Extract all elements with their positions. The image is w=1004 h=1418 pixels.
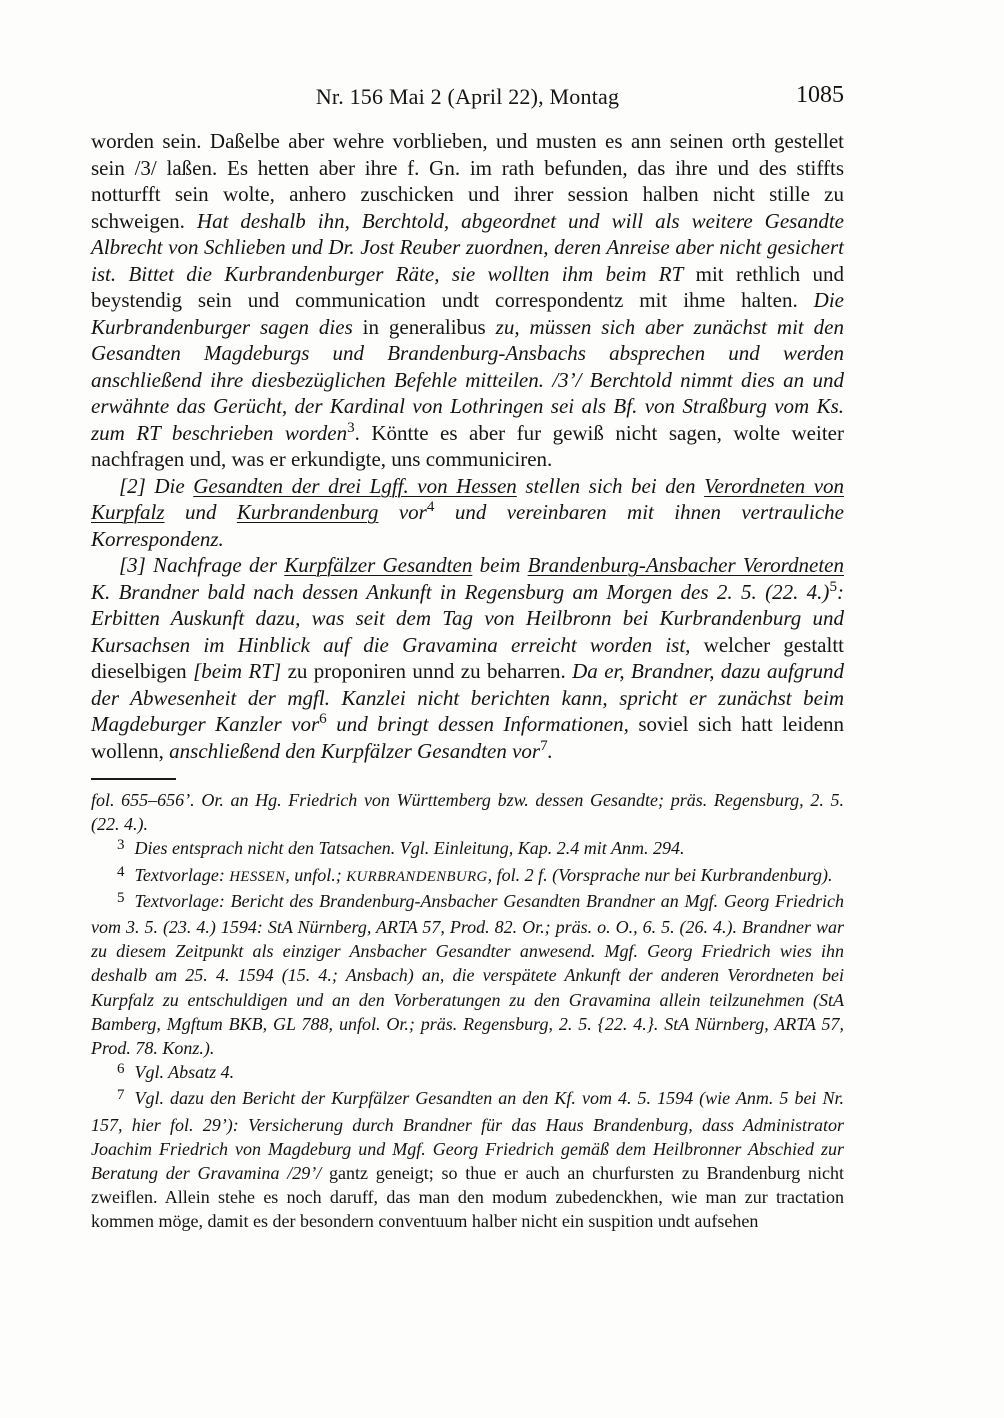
text-run: beim	[472, 553, 528, 577]
text-run: Textvorlage:	[134, 864, 230, 885]
text-run: Textvorlage: Bericht des Brandenburg-Ansbacher Gesandten Brandner an Mgf. Georg Friedrich vom 3. 5. (23. 4.) 1594: StA Nürnberg, ARTA 57, Prod. 82. Or.; präs. o. O., 6. 5. (26. 4.). Brandner war zu diesem Zeitpunkt als einziger Ansbacher Gesandter anwesend. Mgf. Georg Friedrich wies ihn deshalb am 25. 4. 1594 (15. 4.; Ansbach) an, die verspätete Ankunft der anderen Verordneten bei Kurpfalz zu entschuldigen und an den Vorberatungen zu den Gravamina allein teilzunehmen (StA Bamberg, Mgftum BKB, GL 788, unfol. Or.; präs. Regensburg, 2. 5. {22. 4.}. StA Nürnberg, ARTA 57, Prod. 78. Konz.).	[91, 890, 844, 1059]
text-run: soviel sich hatt leidenn wollenn,	[91, 712, 845, 763]
text-run: [beim RT]	[193, 659, 282, 683]
paragraph-2	[91, 473, 844, 553]
text-run: zu proponiren unnd zu beharren.	[281, 659, 573, 683]
footnote-reference: 3	[347, 419, 355, 436]
text-run: , fol. 2 f. (Vorsprache nur bei Kurbrandenburg).	[487, 864, 833, 885]
text-run: gantz geneigt; so thue er auch an churfursten zu Brandenburg nicht zweiflen. Allein stehe es noch daruff, das man den modum zubedenckhen, wie man zur tractation kommen möge, damit es der besondern conventuum halber nicht ein suspition undt aufsehen	[91, 1163, 844, 1232]
footnote-reference: 7	[540, 737, 548, 754]
footnote-reference: 4	[426, 499, 435, 515]
text-run: Da er, Brandner, dazu aufgrund der Abwesenheit der mgfl. Kanzlei nicht berichten kann, spricht er zunächst beim Magdeburger Kanzler vor	[91, 659, 844, 736]
text-run: .	[547, 738, 553, 763]
text-run: KURBRANDENBURG	[346, 868, 488, 885]
text-run: Vgl. dazu den Bericht der Kurpfälzer Gesandten an den Kf. vom 4. 5. 1594 (wie Anm. 5 bei Nr. 157, hier fol. 29’): Versicherung durch Brandner für das Haus Brandenburg, dass Administrator Joachim Friedrich von Magdeburg und Mgf. Georg Friedrich gemäß dem Heilbronner Abschied zur Beratung der Gravamina /29’/	[91, 1088, 844, 1184]
running-title: Nr. 156 Mai 2 (April 22), Montag	[315, 84, 620, 109]
page-number: 1085	[796, 82, 844, 108]
text-run: und vereinbaren mit ihnen vertrauliche Korrespondenz.	[91, 500, 844, 551]
text-run: [2] Die	[119, 473, 194, 498]
footnote-4	[91, 863, 844, 889]
text-run: Verordneten von Kurpfalz	[91, 473, 845, 524]
text-run: zu, müssen sich aber zunächst mit den Gesandten Magdeburgs und Brandenburg-Ansbachs absprechen und werden anschließend ihre diesbezüglichen Befehle mitteilen. /3’/ Berchtold nimmt dies an und erwähnte das Gerücht, der Kardinal von Lothringen sei als Bf. von Straßburg vom Ks. zum RT beschrieben worden	[91, 314, 844, 445]
text-run: [3] Nachfrage der	[119, 553, 285, 577]
text-run: mit rethlich und beystendig sein und communication undt correspondentz mit ihme halten.	[91, 261, 844, 312]
footnote-reference: 6	[319, 711, 327, 727]
paragraph-1	[91, 128, 844, 473]
text-run: Dies entsprach nicht den Tatsachen. Vgl. Einleitung, Kap. 2.4 mit Anm. 294.	[134, 838, 685, 859]
text-run: anschließend den Kurpfälzer Gesandten vor	[169, 738, 541, 763]
text-run: worden sein. Daßelbe aber wehre vorblieben, und musten es ann seinen orth gestellet sein /3/ laßen. Es hetten aber ihre f. Gn. im rath befunden, das ihre und des stiffts notturfft sein wolte, anhero zuschicken und ihrer session halben nicht stille zu schweigen.	[91, 129, 844, 233]
text-run: und	[164, 500, 237, 524]
text-run: , unfol.;	[285, 864, 347, 885]
text-run: Brandenburg-Ansbacher Verordneten	[527, 553, 845, 577]
text-run: Gesandten der drei Lgff. von Hessen	[193, 473, 517, 498]
footnote-continuation	[91, 788, 844, 836]
text-run: K. Brandner bald nach dessen Ankunft in Regensburg am Morgen des 2. 5. (22. 4.)	[91, 579, 830, 604]
footnotes-block	[91, 788, 844, 1234]
text-run: stellen sich bei den	[516, 473, 705, 498]
page-header	[91, 84, 844, 110]
footnote-number: 5	[117, 889, 125, 906]
text-run: Kurpfälzer Gesandten	[284, 553, 473, 577]
text-run: . Köntte es aber fur gewiß nicht sagen, wolte weiter nachfragen und, was er erkundigte, uns communiciren.	[91, 420, 844, 471]
text-run: und bringt dessen Informationen,	[326, 712, 629, 736]
text-run: HESSEN	[229, 868, 286, 885]
footnote-7	[91, 1086, 844, 1233]
text-run: Vgl. Absatz 4.	[134, 1062, 235, 1083]
text-run: Hat deshalb ihn, Berchtold, abgeordnet und will als weitere Gesandte Albrecht von Schlieben und Dr. Jost Reuber zuordnen, deren Anreise aber nicht gesichert ist. Bittet die Kurbrandenburger Räte, sie wollten ihm beim RT	[91, 208, 844, 286]
text-run: Kurbrandenburg	[236, 500, 379, 524]
text-run: fol. 655–656’. Or. an Hg. Friedrich von Württemberg bzw. dessen Gesandte; präs. Regensburg, 2. 5. (22. 4.).	[91, 790, 844, 835]
footnote-number: 4	[117, 863, 125, 880]
text-column	[91, 84, 844, 1234]
text-run: Die Kurbrandenburger sagen dies	[91, 288, 844, 339]
footnote-5	[91, 889, 844, 1060]
paragraph-3	[91, 552, 844, 764]
footnote-separator-rule	[91, 778, 176, 780]
main-text	[91, 128, 844, 764]
text-run: in generalibus	[362, 314, 496, 339]
footnote-number: 7	[117, 1087, 125, 1104]
text-run: : Erbitten Auskunft dazu, was seit dem Tag von Heilbronn bei Kurbrandenburg und Kursachsen im Hinblick auf die Gravamina erreicht worden ist,	[91, 579, 844, 657]
text-run: vor	[378, 500, 427, 524]
text-run: welcher gestaltt dieselbigen	[91, 632, 844, 683]
footnote-number: 3	[117, 837, 125, 854]
footnote-6	[91, 1060, 844, 1086]
footnote-3	[91, 836, 844, 862]
footnote-number: 6	[117, 1061, 125, 1078]
footnote-reference: 5	[829, 578, 837, 595]
